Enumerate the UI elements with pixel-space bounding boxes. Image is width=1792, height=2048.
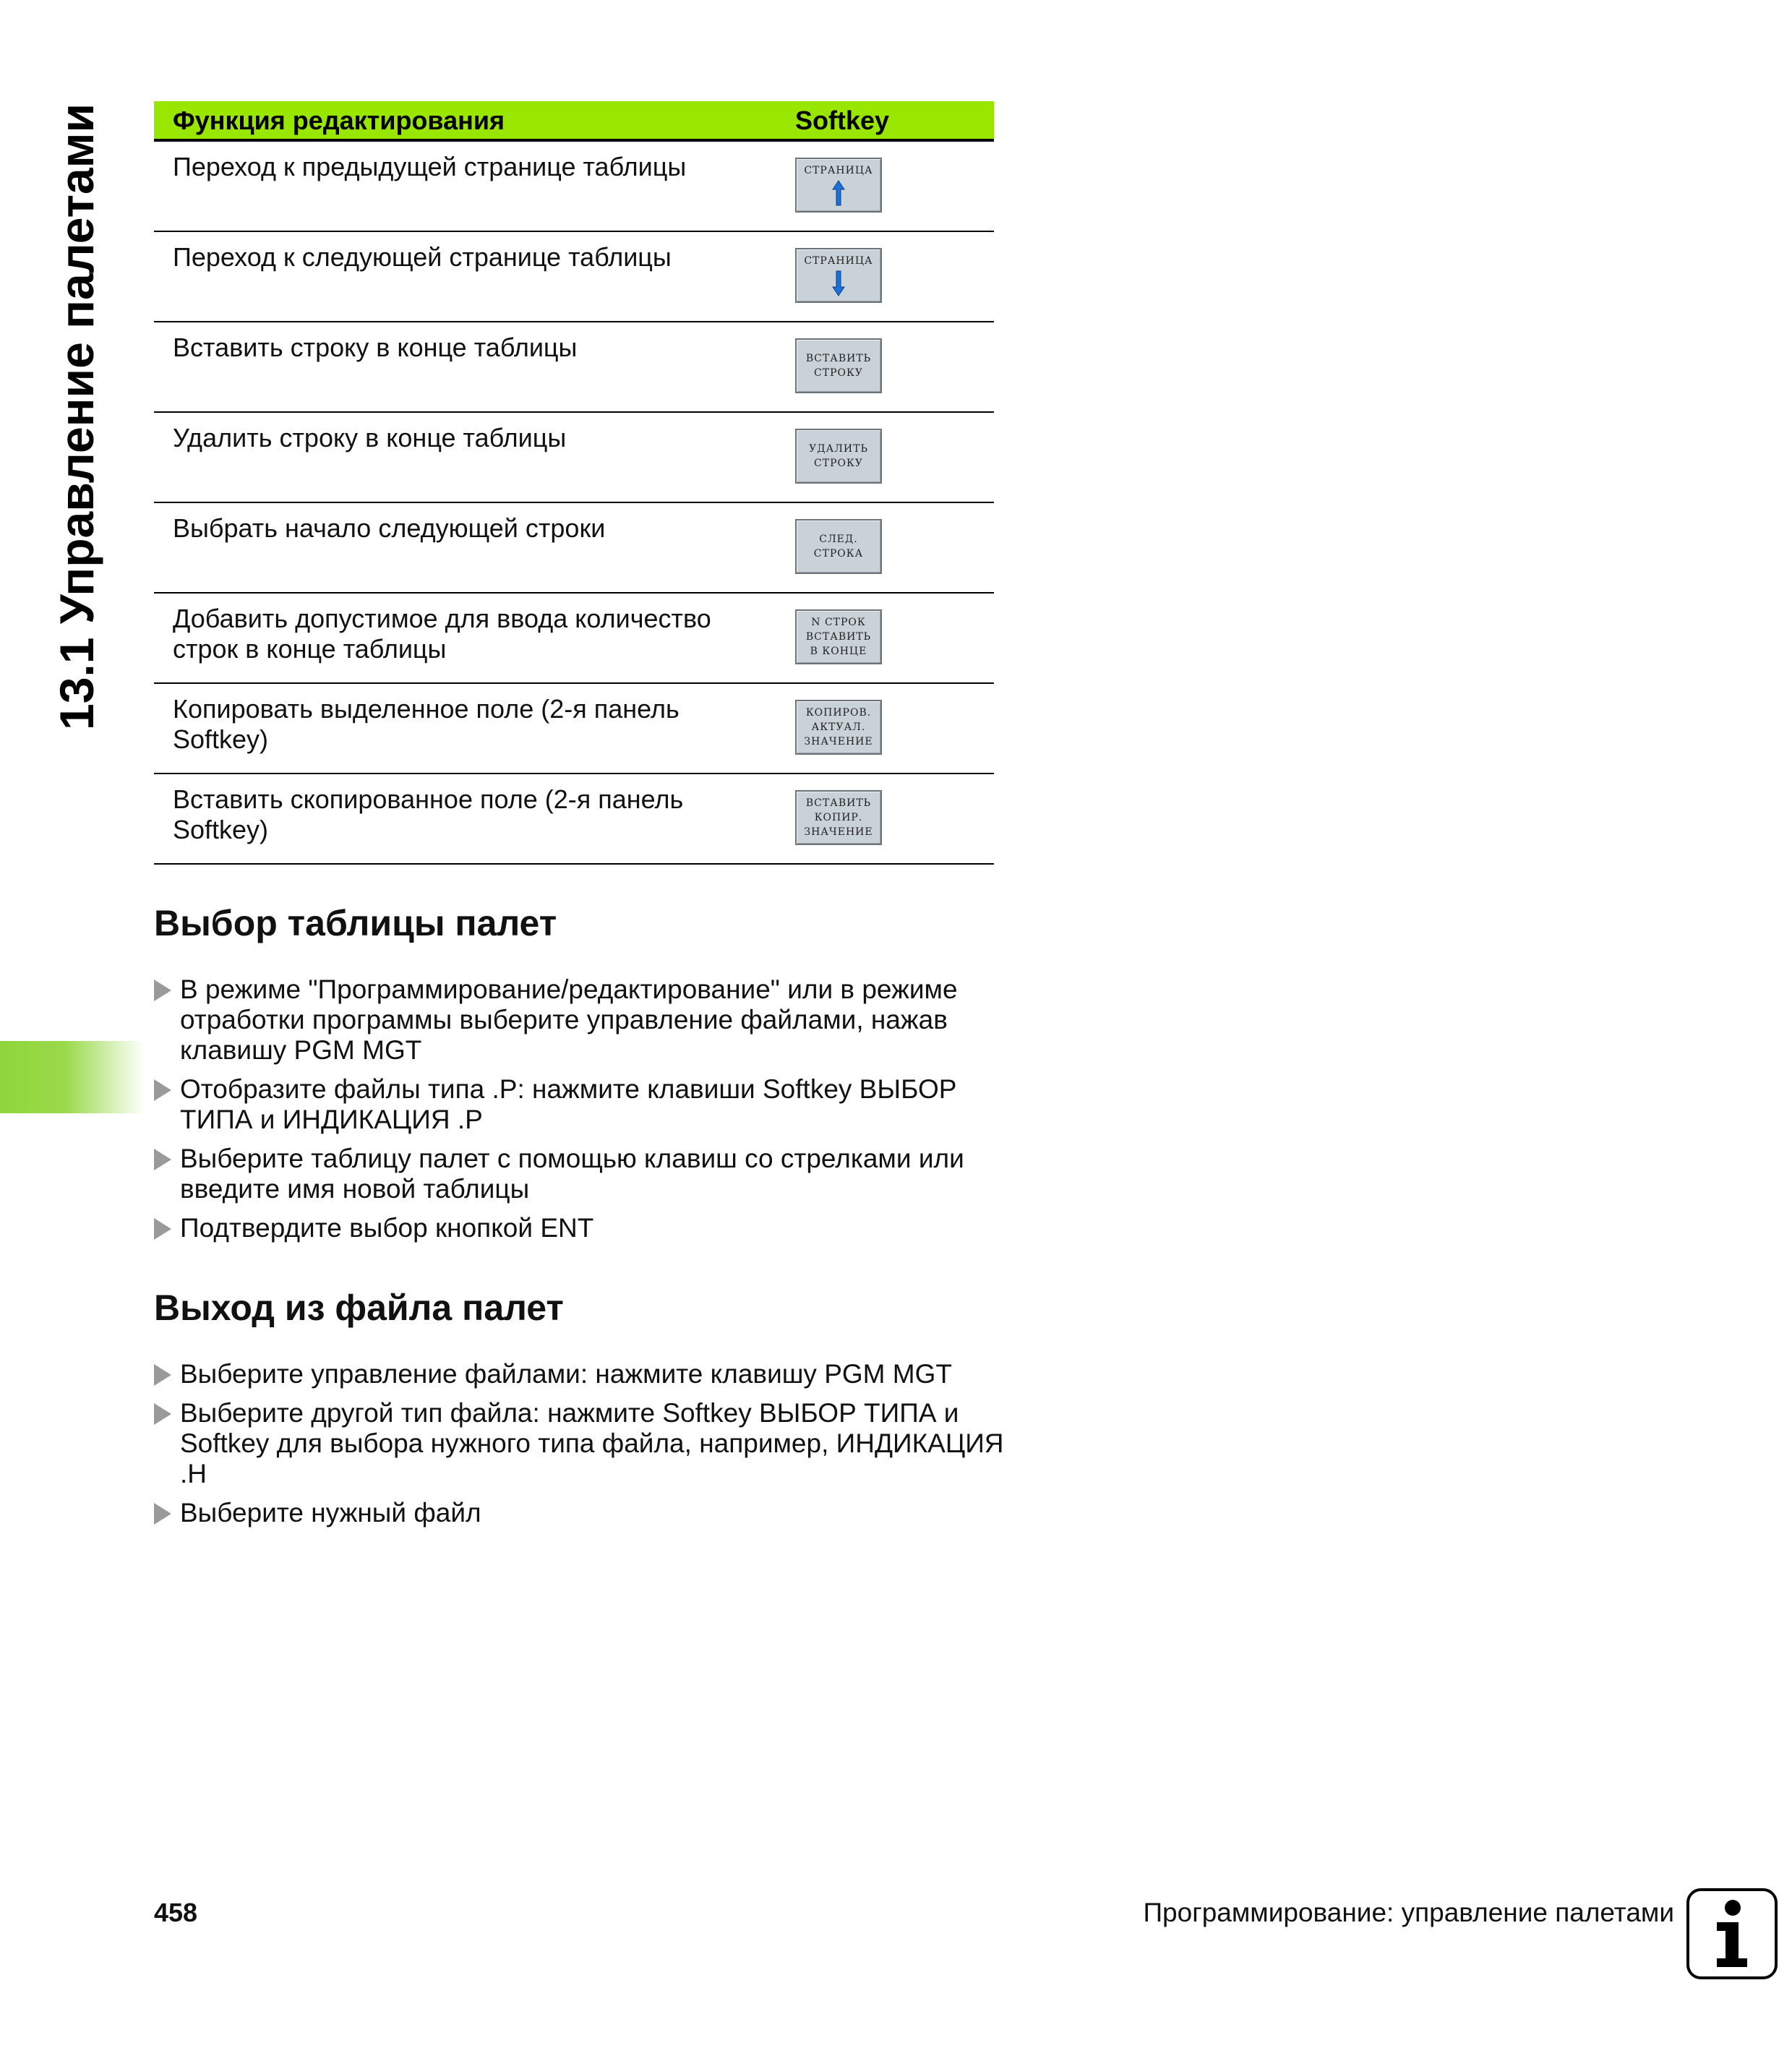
- bullet-triangle-icon: [154, 1149, 171, 1170]
- softkey-label: ВСТАВИТЬ: [805, 353, 872, 364]
- bullet-triangle-icon: [154, 1079, 171, 1101]
- row-function-text: Удалить строку в конце таблицы: [173, 423, 567, 453]
- row-function-text: Переход к предыдущей странице таблицы: [173, 152, 687, 181]
- softkey-label: СТРОКУ: [814, 367, 863, 379]
- table-row: [154, 774, 994, 865]
- footer-chapter-title: Программирование: управление палетами: [1143, 1898, 1674, 1927]
- list-item-text: Выберите другой тип файла: нажмите Softkey ВЫБОР ТИПА и Softkey для выбора нужного типа файла, например, ИНДИКАЦИЯ .H: [180, 1398, 1004, 1488]
- softkey-copy-field[interactable]: [795, 700, 882, 755]
- table-row: [154, 413, 994, 503]
- list-item-text: Выберите таблицу палет с помощью клавиш со стрелками или введите имя новой таблицы: [180, 1144, 964, 1204]
- list-item: [154, 1498, 1007, 1528]
- table-row: [154, 684, 994, 774]
- softkey-paste-field[interactable]: [795, 790, 882, 845]
- info-glyph-icon: [1707, 1898, 1757, 1970]
- softkey-label: СТРОКУ: [814, 458, 863, 469]
- softkey-label: ЗНАЧЕНИЕ: [804, 826, 873, 838]
- softkey-next-line[interactable]: [795, 519, 882, 574]
- row-function-text: Выбрать начало следующей строки: [173, 513, 606, 543]
- table-row: [154, 503, 994, 594]
- softkey-label: ВСТАВИТЬ: [805, 631, 872, 643]
- list-item-text: Выберите управление файлами: нажмите клавишу PGM MGT: [180, 1359, 952, 1389]
- exit-steps-list: [154, 1359, 1007, 1537]
- list-item-text: Выберите нужный файл: [180, 1498, 481, 1528]
- list-item: [154, 1074, 1007, 1135]
- softkey-label: В КОНЦЕ: [810, 646, 867, 657]
- softkey-label: КОПИРОВ.: [805, 707, 872, 719]
- bullet-triangle-icon: [154, 1218, 171, 1240]
- side-tab-marker: [0, 1041, 145, 1113]
- bullet-triangle-icon: [154, 1364, 171, 1386]
- softkey-page-up[interactable]: [795, 158, 882, 213]
- row-function-text: Вставить строку в конце таблицы: [173, 333, 578, 362]
- softkey-label: N СТРОК: [811, 617, 866, 628]
- section-heading-exit: Выход из файла палет: [154, 1288, 564, 1328]
- header-function: Функция редактирования: [173, 106, 505, 135]
- list-item-text: В режиме "Программирование/редактирование" или в режиме отработки программы выберите управление файлами, нажав клавишу PGM MGT: [180, 974, 958, 1065]
- arrow-down-icon: [831, 270, 846, 297]
- bullet-triangle-icon: [154, 1403, 171, 1425]
- list-item-text: Подтвердите выбор кнопкой ENT: [180, 1213, 594, 1243]
- softkey-label: КОПИР.: [814, 812, 863, 823]
- header-softkey: Softkey: [795, 106, 890, 135]
- bullet-triangle-icon: [154, 980, 171, 1001]
- table-row: [154, 142, 994, 232]
- page-number: 458: [154, 1898, 198, 1927]
- side-section-title: 13.1 Управление палетами: [50, 103, 103, 730]
- softkey-delete-row[interactable]: [795, 429, 882, 484]
- list-item: [154, 1144, 1007, 1204]
- list-item: [154, 1359, 1007, 1389]
- softkey-label: СТРОКА: [813, 548, 864, 560]
- list-item-text: Отобразите файлы типа .P: нажмите клавиши Softkey ВЫБОР ТИПА и ИНДИКАЦИЯ .P: [180, 1074, 957, 1134]
- list-item: [154, 1398, 1007, 1489]
- softkey-label: СТРАНИЦА: [804, 255, 873, 267]
- list-item: [154, 1213, 1007, 1243]
- row-function-text: Копировать выделенное поле (2-я панель Softkey): [173, 694, 679, 754]
- arrow-up-icon: [831, 179, 846, 207]
- table-header: [154, 101, 994, 142]
- row-function-text: Переход к следующей странице таблицы: [173, 242, 672, 272]
- softkey-label: СТРАНИЦА: [804, 165, 873, 176]
- softkey-insert-row[interactable]: [795, 338, 882, 393]
- softkey-page-down[interactable]: [795, 248, 882, 303]
- bullet-triangle-icon: [154, 1503, 171, 1525]
- list-item: [154, 974, 1007, 1066]
- table-row: [154, 594, 994, 684]
- edit-functions-table: [154, 101, 994, 865]
- row-function-text: Вставить скопированное поле (2-я панель Softkey): [173, 784, 684, 844]
- softkey-label: ВСТАВИТЬ: [805, 797, 872, 809]
- row-function-text: Добавить допустимое для ввода количество строк в конце таблицы: [173, 604, 711, 664]
- select-steps-list: [154, 974, 1007, 1252]
- softkey-insert-n-rows[interactable]: [795, 609, 882, 664]
- softkey-label: СЛЕД.: [819, 534, 858, 545]
- side-section-title-wrap: [49, 103, 103, 731]
- info-icon: [1686, 1888, 1778, 1979]
- softkey-label: АКТУАЛ.: [811, 721, 866, 733]
- softkey-label: УДАЛИТЬ: [809, 443, 868, 455]
- softkey-label: ЗНАЧЕНИЕ: [804, 736, 873, 747]
- table-row: [154, 232, 994, 322]
- table-row: [154, 322, 994, 413]
- section-heading-select: Выбор таблицы палет: [154, 903, 557, 943]
